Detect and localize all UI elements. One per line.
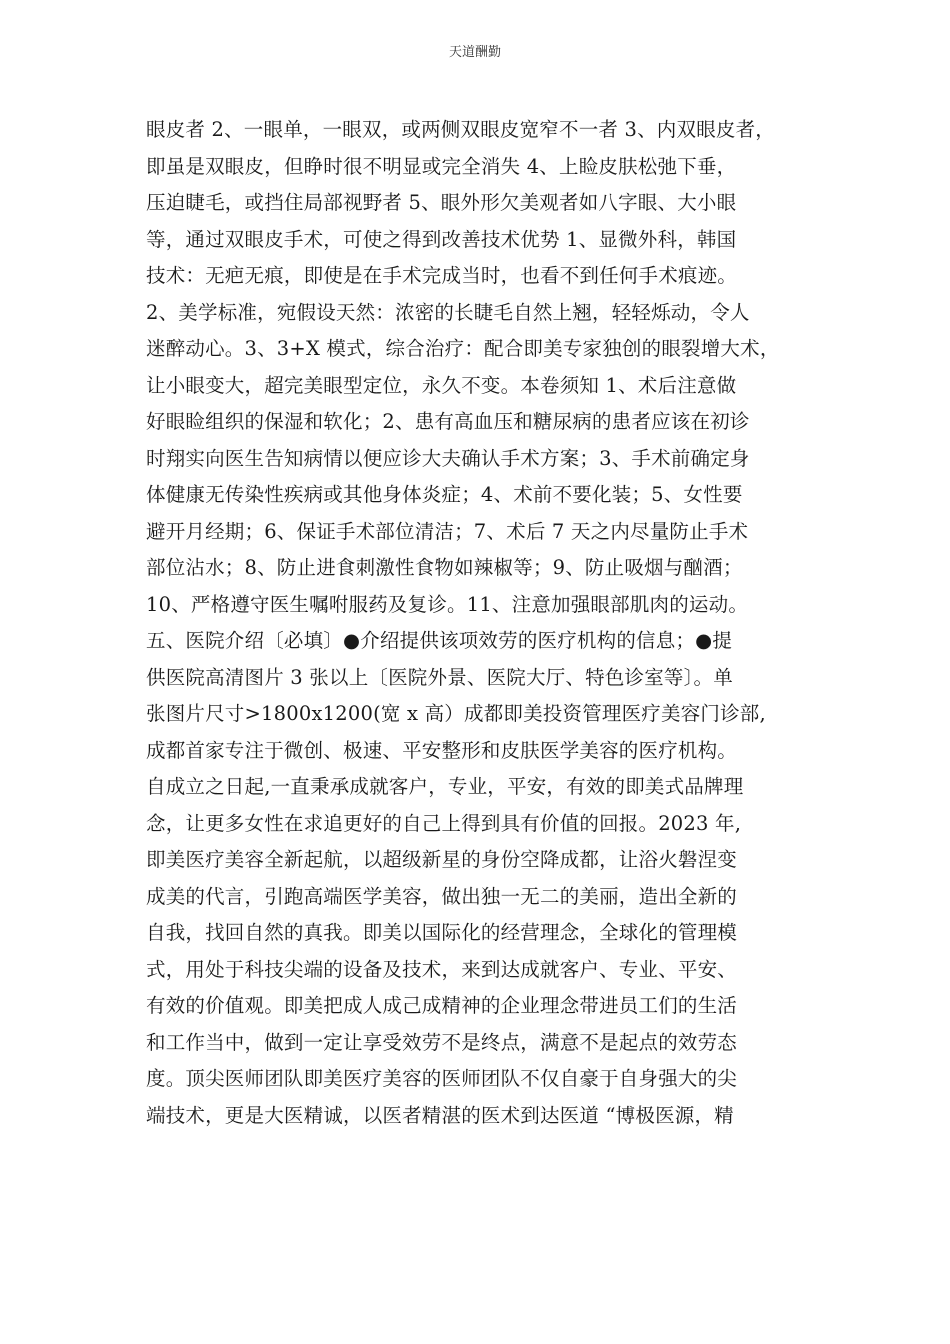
text-line: 时翔实向医生告知病情以便应诊大夫确认手术方案；3、手术前确定身 [146, 446, 750, 470]
text-line: 10、严格遵守医生嘱咐服药及复诊。11、注意加强眼部肌肉的运动。 [146, 592, 749, 616]
text-line: 端技术，更是大医精诚，以医者精湛的医术到达医道 “博极医源，精 [146, 1103, 734, 1127]
body-text [146, 112, 816, 1134]
text-line: 五、医院介绍〔必填〕●介绍提供该项效劳的医疗机构的信息；●提 [146, 629, 733, 652]
text-line: 有效的价值观。即美把成人成己成精神的企业理念带进员工们的生活 [146, 994, 738, 1017]
text-line: 念，让更多女性在求追更好的自己上得到具有价值的回报。2023 年, [146, 811, 742, 835]
text-line: 成都首家专注于微创、极速、平安整形和皮肤医学美容的医疗机构。 [146, 738, 738, 762]
text-line: 部位沾水；8、防止进食刺激性食物如辣椒等；9、防止吸烟与酗酒； [146, 556, 743, 579]
text-line: 等，通过双眼皮手术，可使之得到改善技术优势 1、显微外科，韩国 [146, 227, 737, 251]
text-line: 张图片尺寸>1800x1200(宽 x 高）成都即美投资管理医疗美容门诊部, [146, 702, 766, 725]
text-line: 即美医疗美容全新起航，以超级新星的身份空降成都，让浴火磐涅变 [146, 848, 738, 871]
text-line: 技术：无疤无痕，即使是在手术完成当时，也看不到任何手术痕迹。 [146, 264, 738, 287]
text-line: 即虽是双眼皮，但睁时很不明显或完全消失 4、上睑皮肤松弛下垂， [146, 154, 737, 178]
text-line: 度。顶尖医师团队即美医疗美容的医师团队不仅自豪于自身强大的尖 [146, 1067, 738, 1090]
text-line: 好眼睑组织的保湿和软化；2、患有高血压和糖尿病的患者应该在初诊 [146, 410, 750, 433]
text-line: 压迫睫毛，或挡住局部视野者 5、眼外形欠美观者如八字眼、大小眼 [146, 191, 737, 214]
text-line: 成美的代言，引跑高端医学美容，做出独一无二的美丽，造出全新的 [146, 884, 738, 908]
text-line: 和工作当中，做到一定让享受效劳不是终点，满意不是起点的效劳态 [146, 1030, 738, 1054]
text-line: 眼皮者 2、一眼单，一眼双，或两侧双眼皮宽窄不一者 3、内双眼皮者， [146, 118, 776, 141]
text-line: 体健康无传染性疾病或其他身体炎症；4、术前不要化装；5、女性要 [146, 483, 743, 506]
text-line: 自成立之日起,一直秉承成就客户，专业，平安，有效的即美式品牌理 [146, 775, 744, 798]
text-line: 迷醉动心。3、3+X 模式，综合治疗：配合即美专家独创的眼裂增大术， [146, 337, 780, 360]
text-line: 式，用处于科技尖端的设备及技术，来到达成就客户、专业、平安、 [146, 957, 738, 981]
text-line: 避开月经期；6、保证手术部位清洁；7、术后 7 天之内尽量防止手术 [146, 519, 749, 543]
text-line: 自我，找回自然的真我。即美以国际化的经营理念，全球化的管理模 [146, 921, 738, 944]
text-line: 2、美学标准，宛假设天然：浓密的长睫毛自然上翘，轻轻烁动，令人 [146, 300, 750, 324]
page-header: 天道酬勤 [448, 45, 501, 60]
text-line: 让小眼变大，超完美眼型定位，永久不变。本卷须知 1、术后注意做 [146, 373, 737, 397]
text-line: 供医院高清图片 3 张以上〔医院外景、医院大厅、特色诊室等〕。单 [146, 665, 733, 689]
